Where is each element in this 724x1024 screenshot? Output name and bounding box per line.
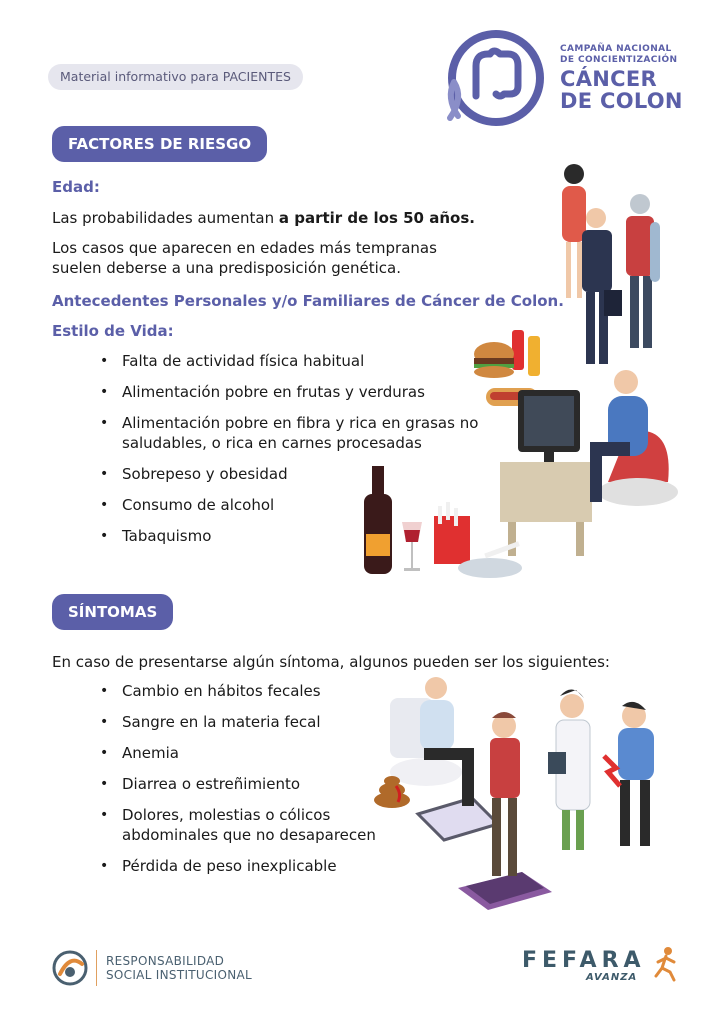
list-item: • Tabaquismo	[100, 526, 480, 546]
list-item: • Consumo de alcohol	[100, 495, 480, 515]
audience-label: Material informativo para PACIENTES	[48, 64, 303, 90]
rsi-emblem-icon	[52, 950, 88, 986]
list-item: • Diarrea o estreñimiento	[100, 774, 400, 794]
list-item: • Pérdida de peso inexplicable	[100, 856, 400, 876]
list-item: • Sangre en la materia fecal	[100, 712, 400, 732]
list-item: • Dolores, molestias o cólicos abdominales que no desaparecen	[100, 805, 400, 845]
awareness-ribbon-colon-icon	[436, 28, 550, 128]
running-person-icon	[654, 946, 678, 982]
lifestyle-heading: Estilo de Vida:	[52, 322, 174, 340]
footer-divider	[96, 950, 97, 986]
symptoms-intro: En caso de presentarse algún síntoma, algunos pueden ser los siguientes:	[52, 653, 610, 671]
list-item: • Cambio en hábitos fecales	[100, 681, 400, 701]
age-text-bold: a partir de los 50 años.	[278, 209, 475, 227]
age-text-2: Los casos que aparecen en edades más tempranas suelen deberse a una predisposición genética.	[52, 239, 437, 277]
age-heading: Edad:	[52, 178, 100, 196]
rsi-line1: RESPONSABILIDAD	[106, 954, 225, 968]
fefara-sub: AVANZA	[586, 972, 638, 983]
list-item: • Sobrepeso y obesidad	[100, 464, 480, 484]
logo-line1: CAMPAÑA NACIONAL	[560, 44, 672, 54]
logo-line4: DE COLON	[560, 89, 683, 113]
list-item: • Alimentación pobre en fibra y rica en grasas no saludables, o rica en carnes procesadas	[100, 413, 480, 453]
campaign-logo	[436, 28, 696, 128]
older-people-illustration	[546, 160, 666, 375]
risk-factors-title: FACTORES DE RIESGO	[52, 126, 267, 162]
list-item: • Falta de actividad física habitual	[100, 351, 480, 371]
symptoms-list	[100, 681, 400, 887]
antecedents-heading: Antecedentes Personales y/o Familiares de Cáncer de Colon.	[52, 292, 564, 310]
symptoms-title: SÍNTOMAS	[52, 594, 173, 630]
list-item: • Alimentación pobre en frutas y verduras	[100, 382, 480, 402]
list-item: • Anemia	[100, 743, 400, 763]
rsi-line2: SOCIAL INSTITUCIONAL	[106, 968, 253, 982]
symptoms-illustration	[372, 676, 682, 920]
age-text: Las probabilidades aumentan a partir de los 50 años.	[52, 209, 475, 227]
fefara-brand: FEFARA	[522, 948, 646, 973]
logo-line3: CÁNCER	[560, 67, 657, 91]
logo-line2: DE CONCIENTIZACIÓN	[560, 55, 678, 65]
fefara-logo	[520, 946, 680, 990]
rsi-logo	[52, 950, 292, 990]
alcohol-tobacco-illustration	[360, 464, 530, 582]
